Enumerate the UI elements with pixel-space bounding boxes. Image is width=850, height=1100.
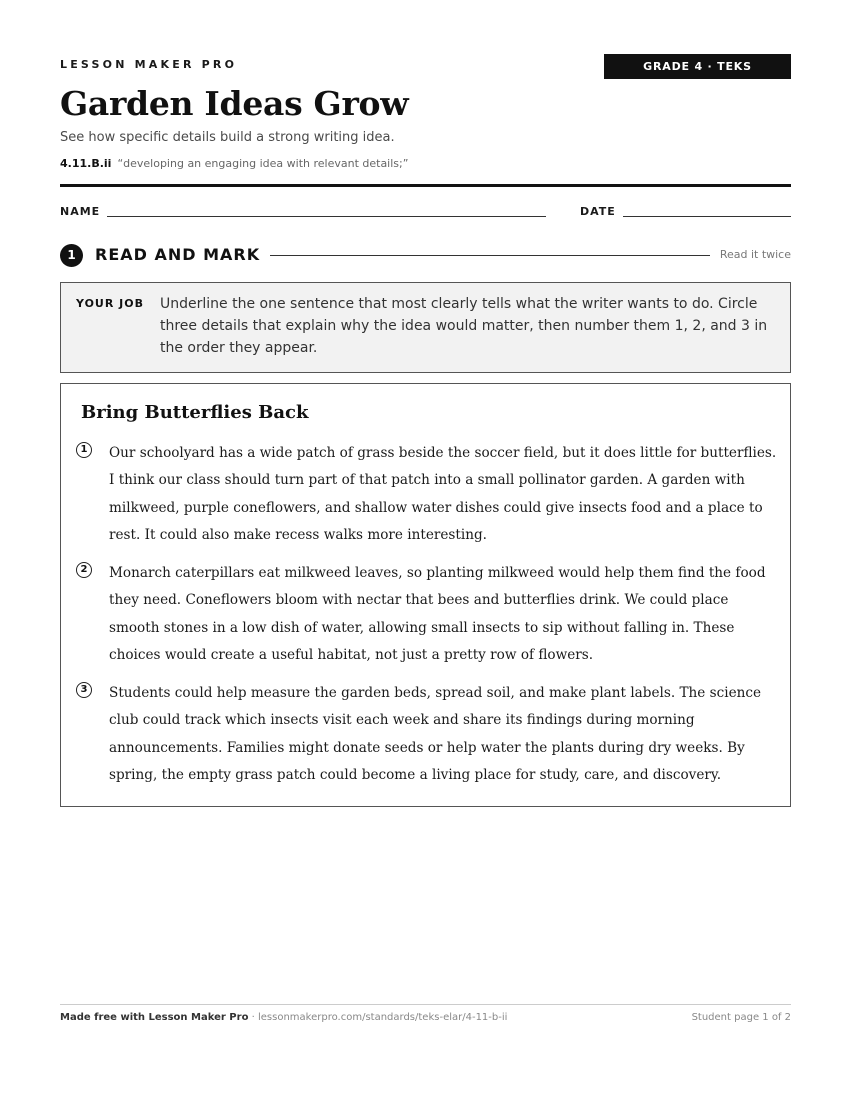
passage-title: Bring Butterflies Back: [81, 402, 309, 423]
footer-page-info: Student page 1 of 2: [691, 1012, 791, 1023]
footer-credit: [60, 1012, 507, 1023]
section-header: [60, 243, 791, 267]
section-note: Read it twice: [719, 248, 791, 261]
standard-text: “developing an engaging idea with relevant details;”: [117, 157, 409, 170]
date-label: DATE: [580, 205, 616, 218]
header-divider: [60, 184, 791, 187]
footer-separator: ·: [248, 1012, 258, 1023]
paragraph-number: 1: [76, 442, 92, 458]
instructions-label: YOUR JOB: [76, 297, 144, 310]
reading-passage: [60, 383, 791, 807]
footer-divider: [60, 1004, 791, 1005]
footer-url[interactable]: lessonmakerpro.com/standards/teks-elar/4-11-b-ii: [257, 1012, 508, 1023]
standard-reference: [60, 157, 408, 170]
footer-made-with: Made free with Lesson Maker Pro: [60, 1012, 249, 1023]
paragraph-text: Monarch caterpillars eat milkweed leaves, so planting milkweed would help them find the food they need. Coneflowers bloom with nectar that bees and butterflies drink. We could place smooth stones in a low dish of water, allowing small insects to sip without falling in. These choices would create a useful habitat, not just a pretty row of flowers.: [109, 565, 766, 663]
name-label: NAME: [60, 205, 101, 218]
instructions-text: Underline the one sentence that most clearly tells what the writer wants to do. Circle three details that explain why the idea would matter, then number them 1, 2, and 3 in the order they appear.: [160, 296, 768, 356]
page-title: Garden Ideas Grow: [60, 84, 409, 123]
date-field-line[interactable]: [623, 216, 791, 217]
worksheet-page: [60, 0, 791, 1100]
grade-standard-badge: GRADE 4 · TEKS 4.11.B.ii: [604, 54, 791, 79]
name-field-line[interactable]: [107, 216, 546, 217]
step-number-badge: 1: [60, 244, 83, 267]
section-divider: [270, 255, 710, 256]
paragraph-number: 2: [76, 562, 92, 578]
page-subtitle: See how specific details build a strong writing idea.: [60, 130, 395, 145]
section-title: READ AND MARK: [95, 245, 261, 264]
paragraph-number: 3: [76, 682, 92, 698]
paragraph-text: Our schoolyard has a wide patch of grass beside the soccer field, but it does little for butterflies. I think our class should turn part of that patch into a small pollinator garden. A garden with milkweed, purple coneflowers, and shallow water dishes could give insects food and a place to rest. It could also make recess walks more interesting.: [109, 445, 777, 543]
instructions-box: [60, 282, 791, 373]
paragraph-text: Students could help measure the garden beds, spread soil, and make plant labels. The science club could track which insects visit each week and share its findings during morning announcements. Families might donate seeds or help water the plants during dry weeks. By spring, the empty grass patch could become a living place for study, care, and discovery.: [109, 685, 762, 783]
standard-code: 4.11.B.ii: [60, 157, 112, 170]
brand-name: LESSON MAKER PRO: [60, 58, 238, 71]
